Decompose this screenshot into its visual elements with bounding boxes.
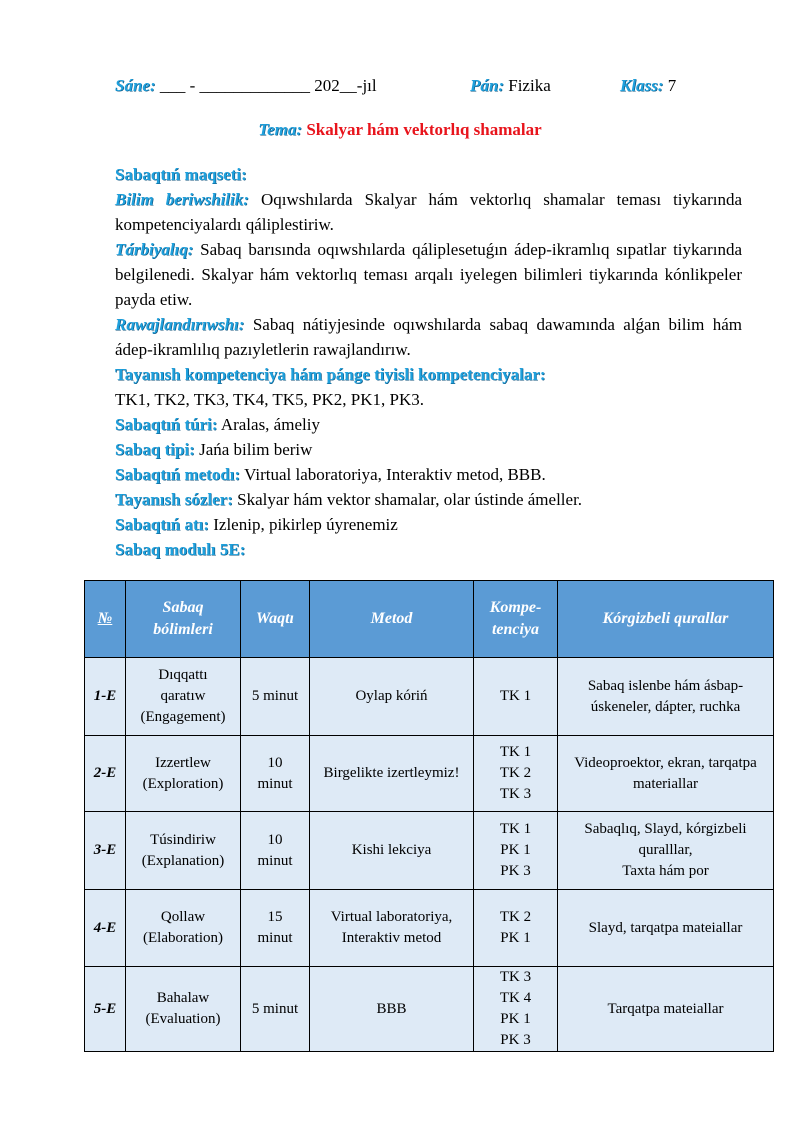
date-label: Sáne:	[115, 76, 156, 95]
stage-tools: Sabaq islenbe hám ásbap- úskeneler, dápter, ruchka	[558, 658, 774, 736]
stage-time: 5 minut	[241, 967, 310, 1052]
stage-competence: TK 1 TK 2 TK 3	[474, 736, 558, 812]
table-row	[85, 967, 774, 1052]
lesson-type	[115, 412, 742, 437]
educational-label: Bilim beriwshilik:	[115, 190, 249, 209]
lesson-name-text: Izlenip, pikirlep úyrenemiz	[213, 515, 398, 534]
keywords-label: Tayanısh sózler:	[115, 490, 233, 509]
lesson-method	[115, 462, 742, 487]
stage-time: 15 minut	[241, 890, 310, 967]
header-time: Waqtı	[241, 581, 310, 658]
topic-value: Skalyar hám vektorlıq shamalar	[306, 120, 542, 139]
lesson-kind-label: Sabaq tipi:	[115, 440, 195, 459]
stage-method: Kishi lekciya	[310, 812, 474, 890]
stage-number: 3-E	[85, 812, 126, 890]
stage-section: Izzertlew (Exploration)	[126, 736, 241, 812]
educational-text: Oqıwshılarda Skalyar hám vektorlıq shamalar teması tiykarında kompetenciyalardı qáliplestiriw.	[115, 190, 743, 234]
header-tools: Kórgizbeli qurallar	[558, 581, 774, 658]
header-section: Sabaq bólimleri	[126, 581, 241, 658]
stage-method: Oylap kóriń	[310, 658, 474, 736]
table-row	[85, 736, 774, 812]
educational-goal	[115, 187, 742, 237]
class-field	[620, 76, 676, 96]
header-method: Metod	[310, 581, 474, 658]
date-value: ___ - _____________ 202__-jıl	[159, 76, 377, 95]
header-competence: Kompe- tenciya	[474, 581, 558, 658]
lesson-name	[115, 512, 742, 537]
competencies-text: TK1, TK2, TK3, TK4, TK5, PK2, PK1, PK3.	[115, 390, 425, 409]
lesson-plan-table	[84, 580, 774, 1052]
subject-field	[470, 76, 551, 96]
stage-section: Dıqqattı qaratıw (Engagement)	[126, 658, 241, 736]
stage-competence: TK 1	[474, 658, 558, 736]
class-label: Klass:	[620, 76, 664, 95]
goal-heading: Sabaqtıń maqseti:	[115, 165, 247, 184]
date-field	[115, 76, 377, 96]
stage-method: Virtual laboratoriya, Interaktiv metod	[310, 890, 474, 967]
stage-time: 10 minut	[241, 736, 310, 812]
upbringing-goal	[115, 237, 742, 312]
lesson-details	[115, 162, 742, 562]
subject-label: Pán:	[470, 76, 504, 95]
method-text: Virtual laboratoriya, Interaktiv metod, BBB.	[244, 465, 546, 484]
stage-method: BBB	[310, 967, 474, 1052]
header-number: №	[85, 581, 126, 658]
lesson-kind-text: Jańa bilim beriw	[199, 440, 313, 459]
stage-method: Birgelikte izertleymiz!	[310, 736, 474, 812]
stage-competence: TK 3 TK 4 PK 1 PK 3	[474, 967, 558, 1052]
keywords	[115, 487, 742, 512]
stage-tools: Tarqatpa mateiallar	[558, 967, 774, 1052]
stage-tools: Slayd, tarqatpa mateiallar	[558, 890, 774, 967]
topic	[0, 120, 800, 140]
stage-tools: Videoproektor, ekran, tarqatpa materiallar	[558, 736, 774, 812]
stage-number: 5-E	[85, 967, 126, 1052]
topic-label: Tema:	[258, 120, 303, 139]
lesson-name-label: Sabaqtıń atı:	[115, 515, 209, 534]
method-label: Sabaqtıń metodı:	[115, 465, 241, 484]
stage-competence: TK 1 PK 1 PK 3	[474, 812, 558, 890]
stage-time: 10 minut	[241, 812, 310, 890]
class-value: 7	[667, 76, 677, 95]
stage-section: Túsindiriw (Explanation)	[126, 812, 241, 890]
lesson-type-label: Sabaqtıń túri:	[115, 415, 218, 434]
stage-number: 1-E	[85, 658, 126, 736]
module-heading: Sabaq modulı 5E:	[115, 540, 246, 559]
developmental-text: Sabaq nátiyjesinde oqıwshılarda sabaq dawamında alǵan bilim hám ádep-ikramlılıq pazıyletlerin rawajlandırıw.	[115, 315, 743, 359]
stage-tools: Sabaqlıq, Slayd, kórgizbeli quralllar, Taxta hám por	[558, 812, 774, 890]
stage-time: 5 minut	[241, 658, 310, 736]
subject-value: Fizika	[508, 76, 551, 95]
keywords-text: Skalyar hám vektor shamalar, olar ústinde ámeller.	[237, 490, 583, 509]
stage-number: 4-E	[85, 890, 126, 967]
upbringing-text: Sabaq barısında oqıwshılarda qáliplesetuǵın ádep-ikramlıq sıpatlar tiykarında belgilenedi. Skalyar hám vektorlıq teması arqalı iyelegen bilimleri tiykarında kónlikpeler payda etiw.	[115, 240, 742, 309]
developmental-goal	[115, 312, 742, 362]
developmental-label: Rawajlandırıwshı:	[115, 315, 245, 334]
table-header-row	[85, 581, 774, 658]
stage-section: Bahalaw (Evaluation)	[126, 967, 241, 1052]
stage-competence: TK 2 PK 1	[474, 890, 558, 967]
competencies-label: Tayanısh kompetenciya hám pánge tiyisli kompetenciyalar:	[115, 365, 546, 384]
table-row	[85, 890, 774, 967]
table-row	[85, 658, 774, 736]
lesson-kind	[115, 437, 742, 462]
lesson-type-text: Aralas, ámeliy	[220, 415, 320, 434]
table-row	[85, 812, 774, 890]
stage-number: 2-E	[85, 736, 126, 812]
upbringing-label: Tárbiyalıq:	[115, 240, 194, 259]
stage-section: Qollaw (Elaboration)	[126, 890, 241, 967]
